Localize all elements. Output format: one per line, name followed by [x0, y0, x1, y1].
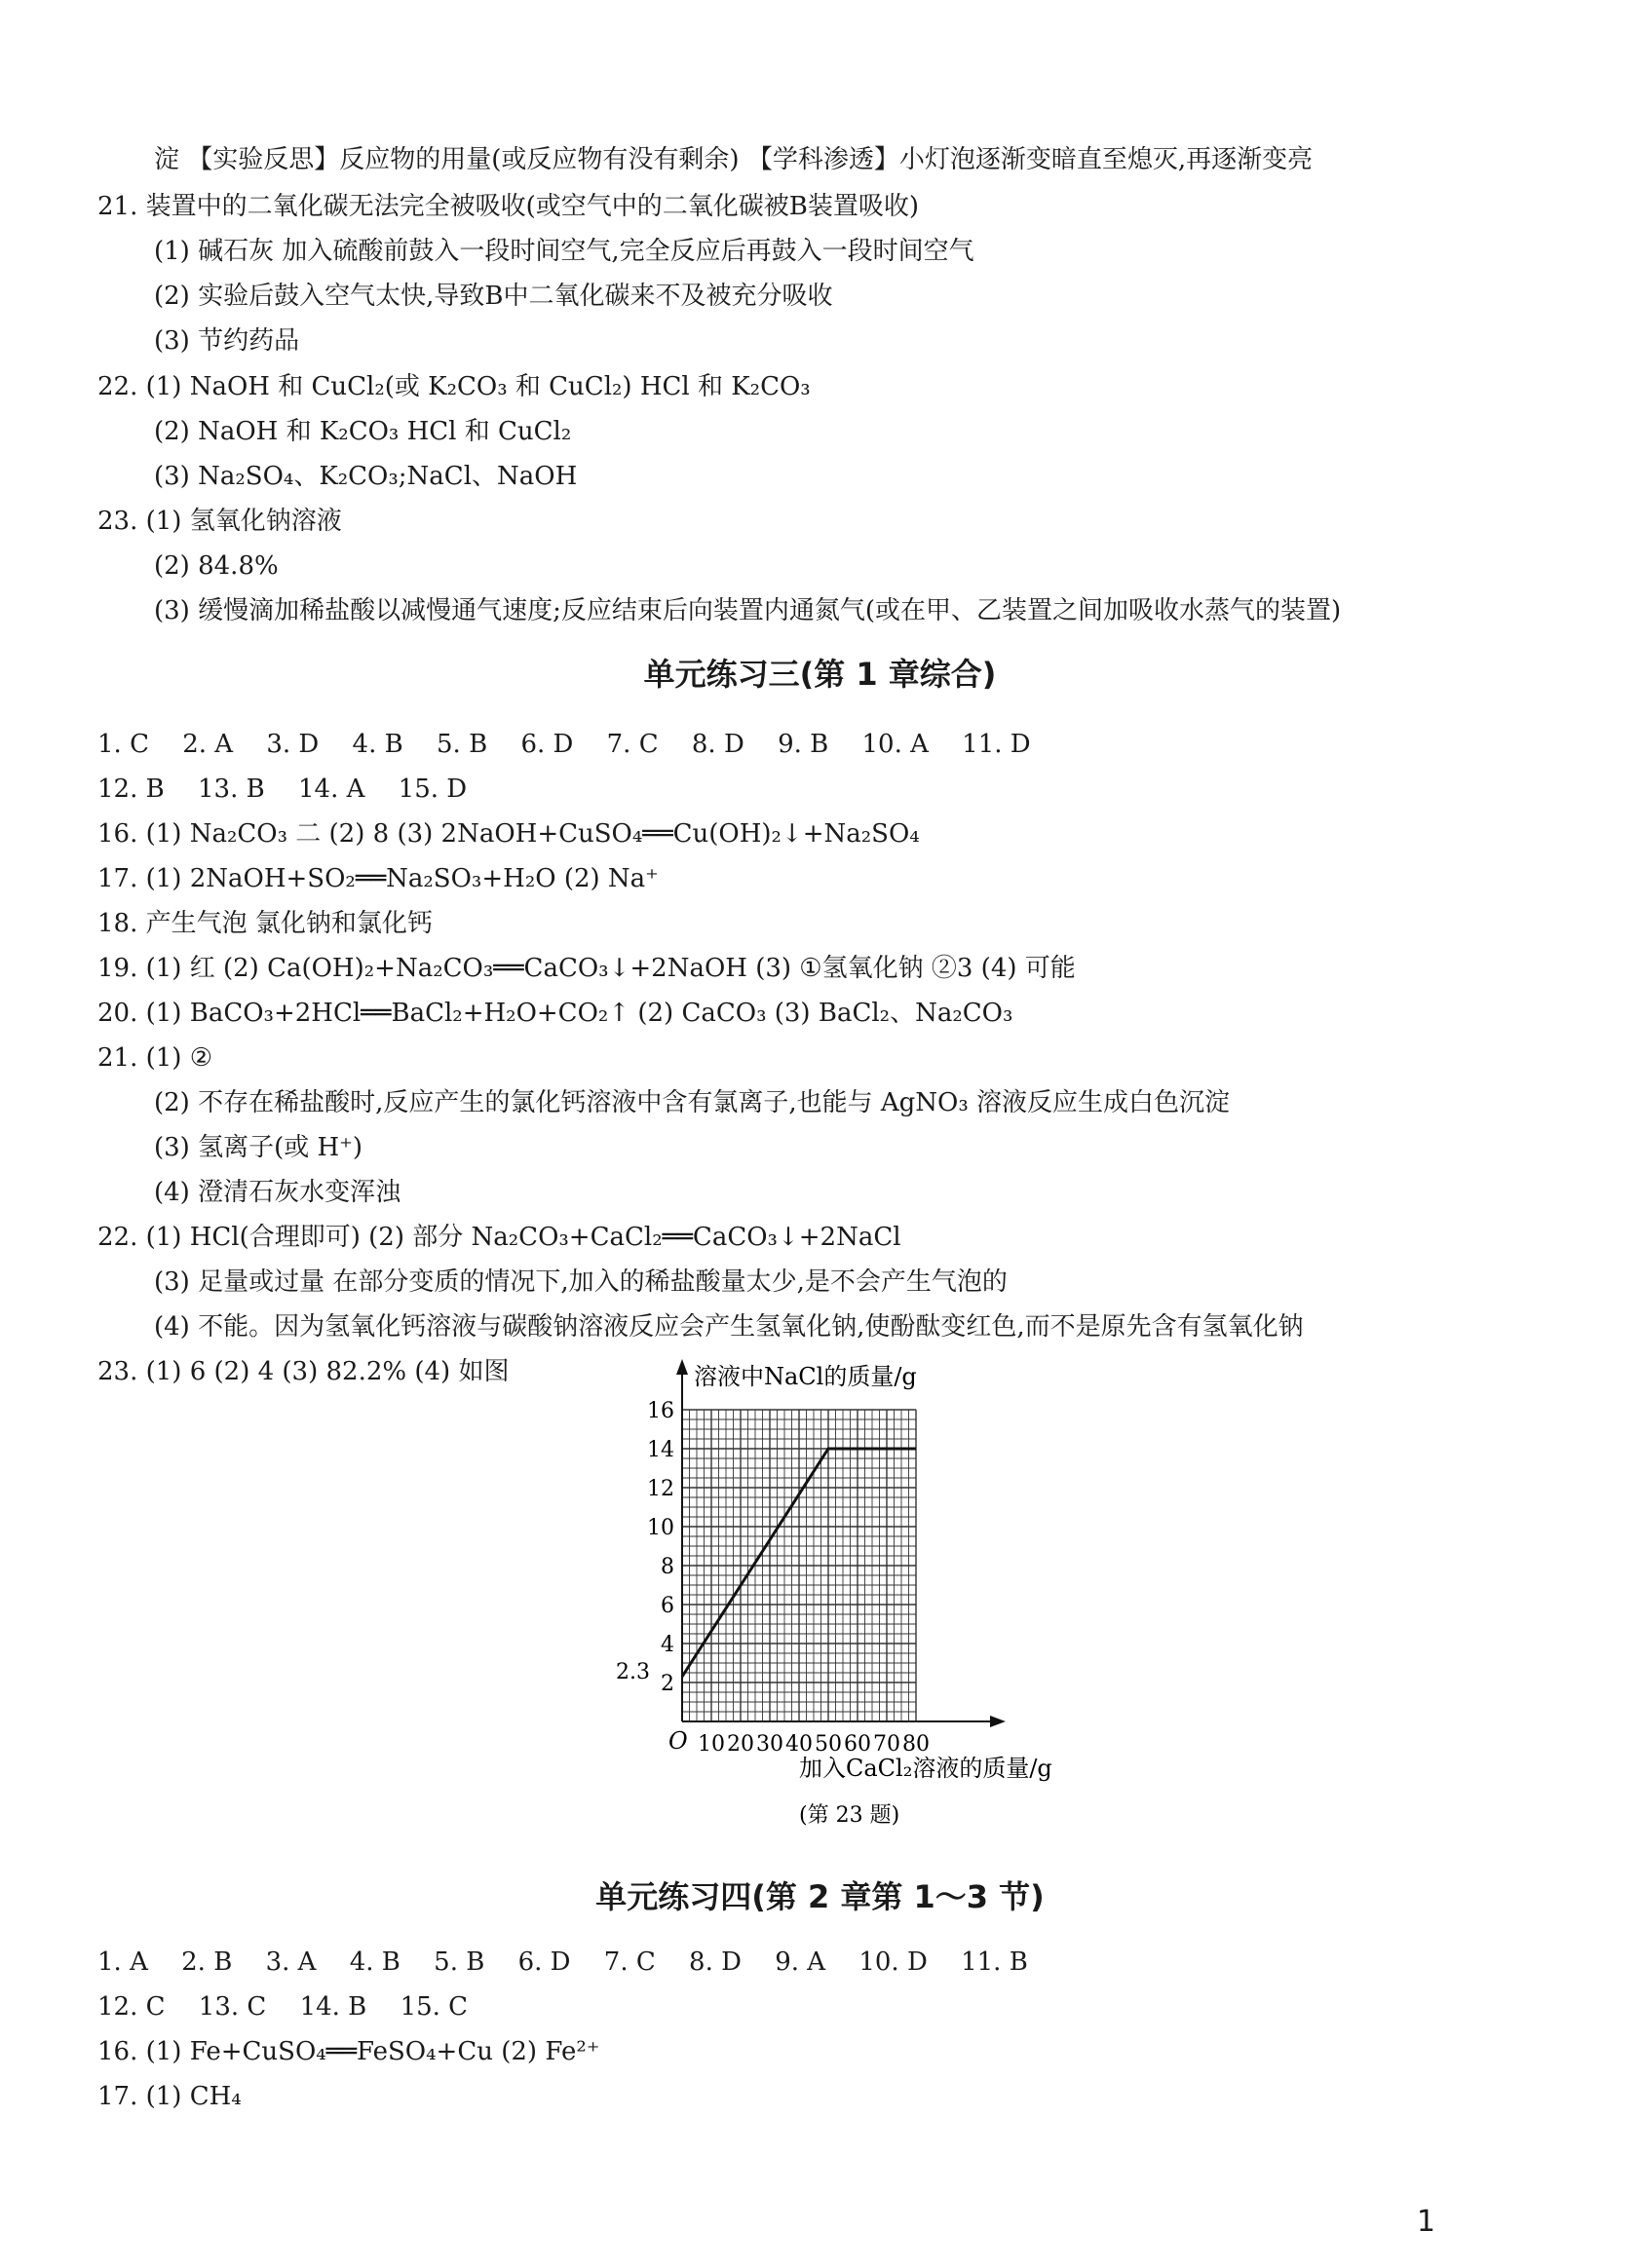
answer-item: 15. D: [398, 775, 468, 804]
answer-item: 14. A: [298, 775, 365, 804]
q21-part1: (1) 碱石灰 加入硫酸前鼓入一段时间空气,完全反应后再鼓入一段时间空气: [154, 237, 974, 266]
x-tick-label: 20: [727, 1732, 754, 1757]
unit3-q22-part3: (3) 足量或过量 在部分变质的情况下,加入的稀盐酸量太少,是不会产生气泡的: [154, 1267, 1008, 1297]
y-tick-label: 2: [661, 1672, 674, 1696]
answer-item: 6. D: [520, 730, 574, 759]
unit3-answers-row1: [97, 728, 1056, 761]
q22-part3: (3) Na₂SO₄、K₂CO₃;NaCl、NaOH: [154, 462, 578, 491]
y-axis-arrow: [676, 1359, 688, 1375]
unit3-q17: 17. (1) 2NaOH+SO₂══Na₂SO₃+H₂O (2) Na⁺: [97, 864, 659, 893]
unit3-q18: 18. 产生气泡 氯化钠和氯化钙: [97, 909, 433, 938]
q21-part3: (3) 节约药品: [154, 326, 300, 356]
unit3-q19: 19. (1) 红 (2) Ca(OH)₂+Na₂CO₃══CaCO₃↓+2NaOH (3) ①氢氧化钠 ②3 (4) 可能: [97, 954, 1076, 983]
unit4-answers-row2: [97, 1990, 493, 2023]
answer-item: 15. C: [400, 1992, 469, 2022]
y-tick-label: 6: [661, 1594, 674, 1618]
x-tick-label: 70: [873, 1732, 900, 1757]
unit3-q23: 23. (1) 6 (2) 4 (3) 82.2% (4) 如图: [97, 1357, 510, 1386]
answer-item: 3. A: [265, 1947, 317, 1977]
unit4-q17: 17. (1) CH₄: [97, 2082, 242, 2111]
answer-item: 6. D: [517, 1947, 571, 1977]
page-number: 1: [1416, 2205, 1435, 2239]
y-annotation: 2.3: [616, 1660, 650, 1684]
answer-item: 2. A: [182, 730, 234, 759]
y-tick-label: 14: [647, 1438, 674, 1462]
unit3-q22-part4: (4) 不能。因为氢氧化钙溶液与碳酸钠溶液反应会产生氢氧化钠,使酚酞变红色,而不是原先含有氢氧化钠: [154, 1312, 1304, 1342]
unit4-title: 单元练习四(第 2 章第 1～3 节): [595, 1878, 1045, 1915]
y-tick-label: 12: [647, 1477, 674, 1501]
q22-part1: 22. (1) NaOH 和 CuCl₂(或 K₂CO₃ 和 CuCl₂) HCl 和 K₂CO₃: [97, 372, 811, 401]
answer-item: 4. B: [352, 730, 403, 759]
y-tick-label: 8: [661, 1555, 674, 1579]
x-tick-label: 50: [815, 1732, 842, 1757]
answer-item: 8. D: [691, 730, 744, 759]
q21-stem: 21. 装置中的二氧化碳无法完全被吸收(或空气中的二氧化碳被B装置吸收): [97, 192, 920, 221]
answer-item: 3. D: [266, 730, 320, 759]
answer-item: 10. D: [858, 1947, 928, 1977]
unit3-q16: 16. (1) Na₂CO₃ 二 (2) 8 (3) 2NaOH+CuSO₄══Cu(OH)₂↓+Na₂SO₄: [97, 819, 920, 849]
x-axis-arrow: [990, 1716, 1006, 1727]
answer-item: 4. B: [349, 1947, 400, 1977]
q23-part3: (3) 缓慢滴加稀盐酸以减慢通气速度;反应结束后向装置内通氮气(或在甲、乙装置之间加吸收水蒸气的装置): [154, 596, 1342, 625]
answer-item: 9. A: [775, 1947, 826, 1977]
unit3-q22-part1: 22. (1) HCl(合理即可) (2) 部分 Na₂CO₃+CaCl₂══CaCO₃↓+2NaCl: [97, 1223, 901, 1252]
x-tick-label: 10: [698, 1732, 725, 1757]
x-axis-label: 加入CaCl₂溶液的质量/g: [799, 1755, 1052, 1782]
y-tick-label: 16: [647, 1399, 674, 1423]
q23-part1: 23. (1) 氢氧化钠溶液: [97, 507, 342, 536]
answer-item: 2. B: [181, 1947, 233, 1977]
answer-item: 7. C: [606, 730, 659, 759]
answer-item: 14. B: [299, 1992, 367, 2022]
unit3-title: 单元练习三(第 1 章综合): [643, 656, 997, 693]
x-tick-label: 40: [785, 1732, 813, 1757]
nacl-mass-chart: [604, 1349, 1111, 1836]
answer-item: 11. D: [962, 730, 1031, 759]
text-line: 淀 【实验反思】反应物的用量(或反应物有没有剩余) 【学科渗透】小灯泡逐渐变暗直至熄灭,再逐渐变亮: [154, 145, 1314, 174]
answer-item: 5. B: [437, 730, 488, 759]
answer-item: 12. C: [97, 1992, 166, 2022]
unit3-q21-part1: 21. (1) ②: [97, 1043, 213, 1073]
answer-item: 13. B: [198, 775, 265, 804]
unit3-q21-part2: (2) 不存在稀盐酸时,反应产生的氯化钙溶液中含有氯离子,也能与 AgNO₃ 溶液反应生成白色沉淀: [154, 1088, 1231, 1117]
answer-item: 11. B: [961, 1947, 1028, 1977]
answer-item: 7. C: [603, 1947, 656, 1977]
unit4-answers-row1: [97, 1946, 1053, 1979]
answer-item: 12. B: [97, 775, 165, 804]
x-tick-label: 80: [902, 1732, 930, 1757]
q22-part2: (2) NaOH 和 K₂CO₃ HCl 和 CuCl₂: [154, 417, 572, 446]
y-tick-label: 4: [661, 1633, 674, 1657]
q21-part2: (2) 实验后鼓入空气太快,导致B中二氧化碳来不及被充分吸收: [154, 282, 833, 311]
answer-item: 1. A: [97, 1947, 148, 1977]
unit3-q21-part3: (3) 氢离子(或 H⁺): [154, 1133, 363, 1162]
unit3-q21-part4: (4) 澄清石灰水变浑浊: [154, 1178, 401, 1207]
unit3-q20: 20. (1) BaCO₃+2HCl══BaCl₂+H₂O+CO₂↑ (2) CaCO₃ (3) BaCl₂、Na₂CO₃: [97, 999, 1013, 1028]
chart-grid: [682, 1410, 916, 1721]
x-tick-label: 30: [756, 1732, 783, 1757]
answer-item: 10. A: [861, 730, 929, 759]
q23-part2: (2) 84.8%: [154, 551, 279, 581]
x-tick-label: 60: [844, 1732, 871, 1757]
answer-item: 13. C: [198, 1992, 267, 2022]
origin-label: O: [668, 1727, 688, 1755]
answer-item: 8. D: [689, 1947, 742, 1977]
y-axis-label: 溶液中NaCl的质量/g: [694, 1363, 917, 1390]
unit4-q16: 16. (1) Fe+CuSO₄══FeSO₄+Cu (2) Fe²⁺: [97, 2037, 600, 2066]
unit3-answers-row2: [97, 773, 492, 806]
answer-item: 1. C: [97, 730, 149, 759]
y-tick-label: 10: [647, 1516, 674, 1540]
answer-item: 9. B: [778, 730, 829, 759]
answer-item: 5. B: [434, 1947, 485, 1977]
chart-caption: (第 23 题): [799, 1803, 900, 1828]
